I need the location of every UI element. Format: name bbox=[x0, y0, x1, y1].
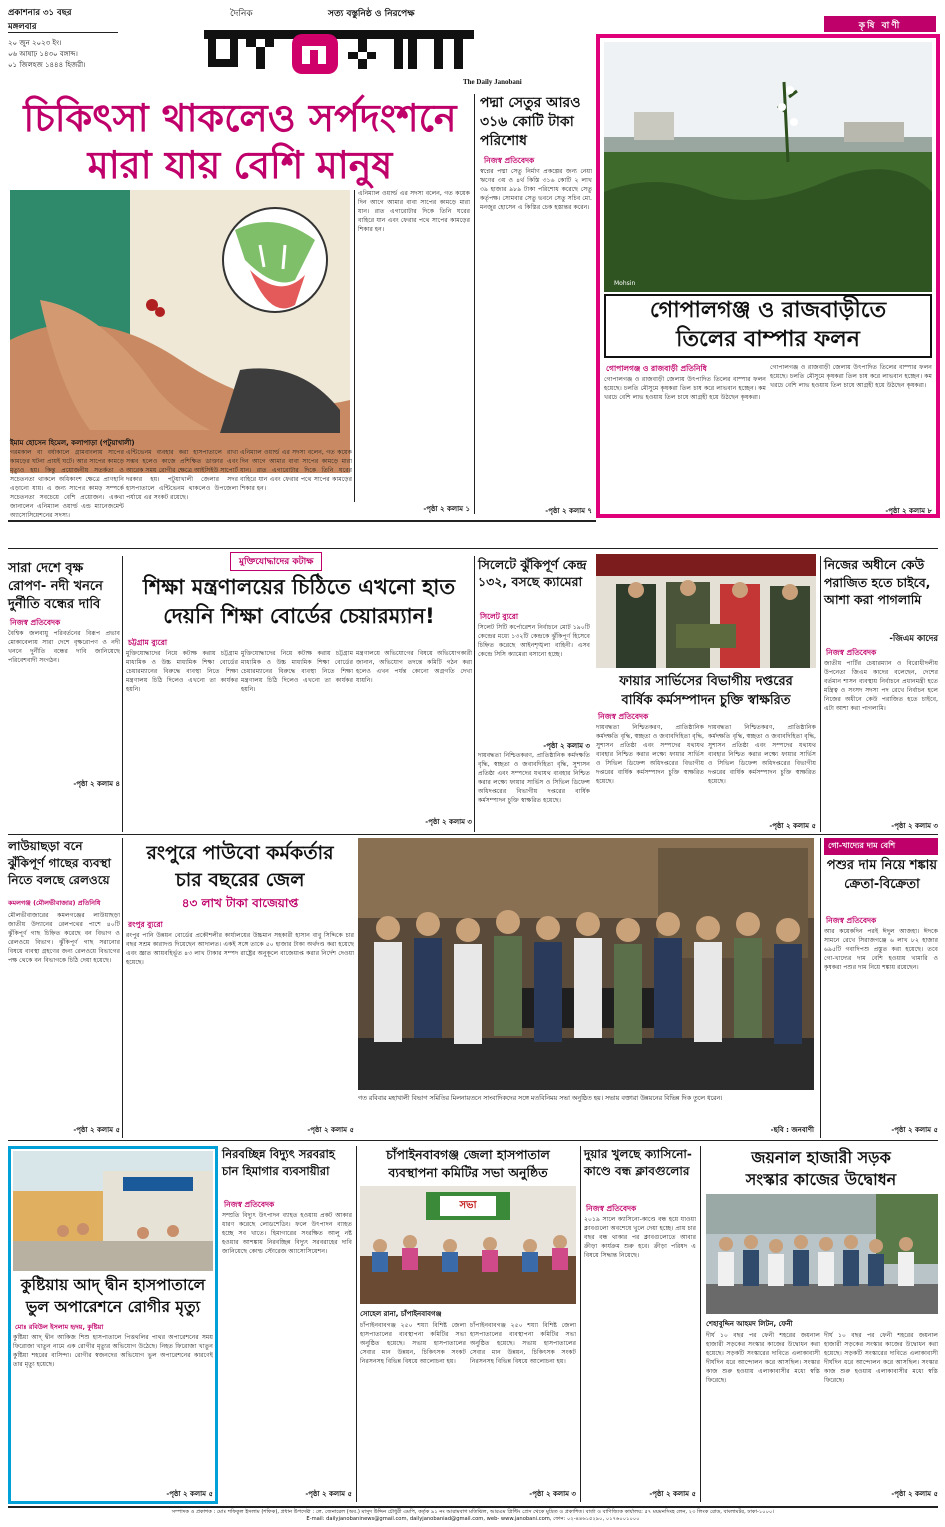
group-photo-credit: -ছবি : জনবাণী bbox=[770, 1126, 814, 1134]
masthead bbox=[8, 6, 598, 86]
lead-body-col-1: গরমকাল বা বর্ষাকালে গ্রামবাংলায় সাপের কামড়ের ঘটনা প্রায়ই ঘটে। আর সাপের কামড়ে মৃত্যুও হয়। কিন্তু প্রয়োজনীয় সতর্কতা ও সচেতনতা থাকলে অধিকাংশ ক্ষেত্রে প্রাণহানি এড়ানো যায়। এ জন্য সাপের কামড় সম্পর্কে সচেতনতা সবচেয়ে বেশি প্রয়োজন। একথা জানালেন এনিম্যাল ওয়ার্ল্ড এন্ড ম্যানেজমেন্ট অ্যাসোসিয়েশনের সদস্য। bbox=[10, 449, 124, 519]
padma-byline: নিজস্ব প্রতিবেদক bbox=[484, 156, 535, 165]
poshu-kicker: গো-খাদ্যের দাম বেশি bbox=[824, 838, 938, 855]
shikkha-body-col-2: মুক্তিযোদ্ধাদের নিয়ে কটাক্ষ করায় চট্টগ্রাম মাধ্যমিক ও উচ্চ মাধ্যমিক শিক্ষা বোর্ডের চেয়ারম্যানের বিরুদ্ধে ব্যবস্থা নিতে শিক্ষা মন্ত্রণালয় চিঠি দিলেও এখনো তা কার্যকর হয়নি। bbox=[241, 650, 353, 693]
fire-headline-line-1: ফায়ার সার্ভিসের বিভাগীয় দপ্তরের bbox=[619, 674, 793, 689]
fire-byline: নিজস্ব প্রতিবেদক bbox=[598, 712, 649, 721]
rangpur-headline-line-2: চার বছরের জেল bbox=[175, 869, 305, 891]
poshu-continued: -পৃষ্ঠা ২ কলাম ৫ bbox=[891, 1126, 938, 1134]
janobani-logo bbox=[198, 16, 488, 80]
joynal-headline bbox=[704, 1146, 938, 1191]
chapai-meeting-photo bbox=[360, 1186, 576, 1304]
lawachara-byline: কমলগঞ্জ (মৌলভীবাজার) প্রতিনিধি bbox=[8, 899, 101, 907]
masthead-tagline: সত্য বস্তুনিষ্ঠ ও নিরপেক্ষ bbox=[328, 9, 415, 19]
group-meeting-photo bbox=[358, 838, 814, 1090]
padma-continued: -পৃষ্ঠা ২ কলাম ৭ bbox=[545, 507, 592, 515]
group-photo-caption: গত রবিবার মহাখালী বিভাগ সমিতির মিলনায়তনে সাংবাদিকদের সঙ্গে মতবিনিময় সভা অনুষ্ঠিত হয়। সভায় বক্তারা উন্নয়নের বিভিন্ন দিক তুলে ধরেন। bbox=[358, 1095, 723, 1102]
date-hijri: ০১ জিলহজ ১৪৪৪ হিজরী। bbox=[8, 61, 86, 69]
lead-body-col-2: এন্টিভেনম ব্যবহার করা হাসপাতালে রাখা সম্ভব হলেও কাজে প্রশিক্ষিত ডাক্তার এবং আরেক সময় রোগীর ক্ষেত্রে আইসিইউ সাপোর্ট দরকার হয়। পটুয়াখালী জেলার সদর হাসপাতালে এন্টিভেনম থাকলেও উপজেলা পর্যায়ে এর সংকট রয়েছে। bbox=[126, 449, 238, 501]
padma-body: স্বপ্নের পদ্মা সেতু নির্মাণ প্রকল্পের জন্য নেয়া ঋণের ৩য় ও ৪র্থ কিস্তি ৩১৬ কোটি ২ লাখ ৩৯ হাজার ৯৮৯ টাকা পরিশোধ করেছে সেতু কর্তৃপক্ষ। সোমবার সেতু ভবনে সেতু সচিব মো. মনজুর হোসেন এ কিস্তির চেক হস্তান্তর করেন। bbox=[480, 168, 592, 211]
kushtia-body: কুষ্টিয়া আদ্ দ্বীন আকিজ শিশু হাসপাতালে পিত্তথলির পাথর অপারেশনের সময় ফিরোজা খাতুন নামে এক রোগীর মৃত্যুর অভিযোগ উঠেছে। নিহত ফিরোজা খাতুন কুষ্টিয়া শহরের বাসিন্দা। রোগীর স্বজনদের অভিযোগ ভুল অপারেশনের কারণেই তার মৃত্যু হয়েছে। bbox=[13, 1334, 213, 1368]
shikkha-body-col-3: মন্ত্রণালয়ে অভিযোগের বিষয়ে অভিযোগকারী জানান, অভিযোগ তদন্তে কমিটি গঠন করা হলেও এখন পর্যন্ত কোনো অগ্রগতি দেখা যায়নি। bbox=[356, 650, 472, 684]
fire-headline-line-2: বার্ষিক কর্মসম্পাদন চুক্তি স্বাক্ষরিত bbox=[621, 693, 791, 708]
fire-continued: -পৃষ্ঠা ২ কলাম ৫ bbox=[769, 822, 816, 830]
fire-service-photo bbox=[596, 554, 816, 668]
joynal-photo-caption: শেহাবুদ্দিন আহমদ লিটন, ফেনী bbox=[706, 1320, 793, 1328]
casino-continued: -পৃষ্ঠা ২ কলাম ৫ bbox=[649, 1490, 696, 1498]
rangpur-headline bbox=[126, 840, 354, 913]
kushtia-headline-line-1: কুষ্টিয়ায় আদ্ দ্বীন হাসপাতালে bbox=[20, 1276, 206, 1294]
padma-headline: পদ্মা সেতুর আরও ৩১৬ কোটি টাকা পরিশোধ bbox=[480, 95, 581, 149]
sesame-field-photo bbox=[604, 42, 932, 292]
poshu-headline: পশুর দাম নিয়ে শঙ্কায় ক্রেতা-বিক্রেতা bbox=[826, 858, 938, 892]
sylhet-continued: -পৃষ্ঠা ২ কলাম ৩ bbox=[543, 742, 590, 750]
rangpur-body: রংপুর পানি উন্নয়ন বোর্ডের প্রকৌশলীর কার্যালয়ের উচ্চমান সহকারী হাসান বাবু সিদ্দিকে চার বছর সশ্রম কারাদণ্ড দিয়েছেন আদালত। একই সঙ্গে তাকে ৫০ হাজার টাকা অর্থদণ্ড করা হয়েছে এবং জ্ঞাত আয়বহির্ভূত ৪৩ লাখ টাকার সম্পদ রাষ্ট্রের অনুকূলে বাজেয়াপ্ত করার নির্দেশ দেওয়া হয়েছে। bbox=[126, 932, 354, 966]
rangpur-byline: রংপুর ব্যুরো bbox=[128, 920, 163, 929]
casino-byline: নিজস্ব প্রতিবেদক bbox=[586, 1204, 637, 1213]
bidyut-headline: নিরবচ্ছিন্ন বিদ্যুৎ সরবরাহ চান হিমাগার ব্যবসায়ীরা bbox=[222, 1147, 335, 1178]
sesame-photo-credit: Mohsin bbox=[614, 280, 636, 287]
sylhet-headline: সিলেটে ঝুঁকিপূর্ণ কেন্দ্র ১৩২, বসছে ক্যামেরা bbox=[478, 557, 587, 589]
masthead-prefix: দৈনিক bbox=[230, 9, 253, 19]
rangpur-subhead: ৪৩ লাখ টাকা বাজেয়াপ্ত bbox=[181, 896, 299, 910]
section-tag-krishi: কৃষি বাণী bbox=[824, 16, 936, 32]
kushtia-hospital-photo bbox=[13, 1151, 213, 1271]
shikkha-headline-line-2: দেয়নি শিক্ষা বোর্ডের চেয়ারম্যান! bbox=[163, 604, 435, 628]
weekday: মঙ্গলবার bbox=[8, 22, 37, 32]
lead-continued: -পৃষ্ঠা ২ কলাম ১ bbox=[423, 505, 470, 513]
bidyut-body: সম্প্রতি বিদ্যুৎ উৎপাদন ব্যাহত হওয়ায় প্রকট আকার ধারণ করেছে লোডশেডিং। ফলে উৎপাদন ব্যাহত হচ্ছে সব খাতে। হিমাগারের সংরক্ষিত আলু নষ্ট হওয়ার আশঙ্কায় নিরবচ্ছিন্ন বিদ্যুৎ সরবরাহের দাবি জানিয়েছে কোল্ড স্টোরেজ অ্যাসোসিয়েশন। bbox=[222, 1212, 352, 1255]
shikkha-byline: চট্টগ্রাম ব্যুরো bbox=[128, 638, 168, 647]
kushtia-headline-line-2: ভুল অপারেশনে রোগীর মৃত্যু bbox=[25, 1298, 201, 1316]
shikkha-body-col-1: মুক্তিযোদ্ধাদের নিয়ে কটাক্ষ করায় চট্টগ্রাম মাধ্যমিক ও উচ্চ মাধ্যমিক শিক্ষা বোর্ডের চেয়ারম্যানের বিরুদ্ধে ব্যবস্থা নিতে শিক্ষা মন্ত্রণালয় চিঠি দিলেও এখনো তা কার্যকর হয়নি। bbox=[126, 650, 238, 693]
kushtia-byline: মোঃ রবিউল ইসলাম হৃদয়, কুষ্টিয়া bbox=[15, 1323, 104, 1331]
lawachara-continued: -পৃষ্ঠা ২ কলাম ৫ bbox=[73, 1126, 120, 1134]
joynal-headline-line-2: সংস্কার কাজের উদ্বোধন bbox=[745, 1170, 897, 1189]
nijer-headline: নিজের অধীনে কেউ পরাজিত হতে চাইবে, আশা করা পাগলামি bbox=[824, 557, 931, 607]
shikkha-headline-line-1: শিক্ষা মন্ত্রণালয়ের চিঠিতে এখনো হাত bbox=[142, 575, 456, 599]
lawachara-body: মৌলভীবাজারের কমলগঞ্জের লাউয়াছড়া জাতীয় উদ্যানের রেলপথের পাশে ৪০টি ঝুঁকিপূর্ণ গাছ চিহ্নিত করেছে বন বিভাগ ও রেলওয়ে বিভাগ। ঝুঁকিপূর্ণ গাছ সরানোর বিষয়ে ব্যবস্থা গ্রহণের জন্য রেলওয়ে বিভাগের পক্ষ থেকে বন বিভাগকে চিঠি দেয়া হয়েছে। bbox=[8, 912, 120, 964]
logo-graphic bbox=[198, 16, 488, 80]
bikkho-body: বৈশ্বিক জলবায়ু পরিবর্তনের বিরূপ প্রভাব মোকাবেলায় সারা দেশে বৃক্ষরোপণ ও নদী খননে দুর্নীতি বন্ধের দাবি জানিয়েছে পরিবেশবাদী সংগঠন। bbox=[8, 630, 120, 664]
bidyut-continued: -পৃষ্ঠা ২ কলাম ৫ bbox=[305, 1490, 352, 1498]
joynal-continued: -পৃষ্ঠা ২ কলাম ৫ bbox=[891, 1490, 938, 1498]
joynal-body-col-1: দীর্ঘ ১০ বছর পর ফেনী শহরের জয়নাল হাজারী সড়কের সংস্কার কাজের উদ্বোধন করা হয়েছে। সড়কটি সংস্কারের দাবিতে এলাকাবাসী দীর্ঘদিন ধরে আন্দোলন করে আসছিল। সংস্কার কাজ শুরু হওয়ায় এলাকাবাসীর মধ্যে স্বস্তি ফিরেছে। bbox=[706, 1332, 820, 1384]
krishi-byline: গোপালগঞ্জ ও রাজবাড়ী প্রতিনিধি bbox=[606, 364, 707, 373]
krishi-continued: -পৃষ্ঠা ২ কলাম ৮ bbox=[885, 507, 932, 515]
chapai-body-col-2: চাঁপাইনবাবগঞ্জ ২৫০ শয্যা বিশিষ্ট জেলা হাসপাতালের ব্যবস্থাপনা কমিটির সভা অনুষ্ঠিত হয়েছে। সভায় হাসপাতালের সেবার মান উন্নয়ন, চিকিৎসক সংকট নিরসনসহ বিভিন্ন বিষয়ে আলোচনা হয়। bbox=[470, 1322, 576, 1365]
krishi-headline-line-2: তিলের বাম্পার ফলন bbox=[676, 327, 860, 352]
fire-headline bbox=[596, 672, 816, 710]
bikkho-byline: নিজস্ব প্রতিবেদক bbox=[10, 618, 61, 627]
kushtia-headline bbox=[13, 1274, 213, 1318]
date-bangla: ০৬ আষাঢ় ১৪৩০ বঙ্গাব্দ। bbox=[8, 50, 78, 58]
casino-headline: দুয়ার খুলছে ক্যাসিনো-কাণ্ডে বন্ধ ক্লাবগুলোর bbox=[584, 1147, 692, 1178]
bidyut-byline: নিজস্ব প্রতিবেদক bbox=[224, 1200, 275, 1209]
bikkho-continued: -পৃষ্ঠা ২ কলাম ৪ bbox=[73, 780, 120, 788]
chapai-headline bbox=[360, 1146, 576, 1182]
shikkha-kicker: মুক্তিযোদ্ধাদের কটাক্ষ bbox=[230, 552, 322, 571]
publication-year: প্রকাশনার ৩১ বছর bbox=[8, 8, 72, 18]
krishi-headline-line-1: গোপালগঞ্জ ও রাজবাড়ীতে bbox=[649, 298, 887, 323]
lawachara-headline: লাউয়াছড়া বনে ঝুঁকিপূর্ণ গাছের ব্যবস্থা নিতে বলছে রেলওয়ে bbox=[8, 839, 111, 887]
kushtia-continued: -পৃষ্ঠা ২ কলাম ৫ bbox=[166, 1490, 213, 1498]
lead-headline-line-2: মারা যায় বেশি মানুষ bbox=[87, 143, 393, 187]
chapai-photo-caption: সোহেল রানা, চাঁপাইনবাবগঞ্জ bbox=[360, 1310, 442, 1318]
footer-imprint bbox=[8, 1509, 938, 1523]
krishi-headline bbox=[604, 294, 932, 358]
logo-english-name: The Daily Janobani bbox=[463, 78, 522, 86]
bikkho-headline: সারা দেশে বৃক্ষ রোপণ- নদী খননে দুর্নীতি বন্ধের দাবি bbox=[8, 561, 103, 612]
lead-headline bbox=[10, 94, 470, 188]
snakebite-illustration bbox=[10, 190, 350, 433]
date-english: ২০ জুন ২০২৩ ইং। bbox=[8, 39, 62, 47]
fire-body-col-3: দায়বদ্ধতা নিশ্চিতকরণ, প্রাতিষ্ঠানিক কর্মদক্ষতি বৃদ্ধি, স্বচ্ছতা ও জবাবদিহিতা বৃদ্ধি, সুশাসন প্রতিষ্ঠা এবং সম্পদের যথাযথ ব্যবহার নিশ্চিত করার লক্ষ্যে ফায়ার সার্ভিস ও সিভিল ডিফেন্স অধিদপ্তরের বিভাগীয় দপ্তরের বার্ষিক কর্মসম্পাদন চুক্তি স্বাক্ষরিত হয়েছে। bbox=[708, 724, 816, 785]
shikkha-continued: -পৃষ্ঠা ২ কলাম ৩ bbox=[425, 818, 472, 826]
fire-body-col-1: দায়বদ্ধতা নিশ্চিতকরণ, প্রাতিষ্ঠানিক কর্মদক্ষতি বৃদ্ধি, স্বচ্ছতা ও জবাবদিহিতা বৃদ্ধি, সুশাসন প্রতিষ্ঠা এবং সম্পদের যথাযথ ব্যবহার নিশ্চিত করার লক্ষ্যে ফায়ার সার্ভিস ও সিভিল ডিফেন্স অধিদপ্তরের বিভাগীয় দপ্তরের বার্ষিক কর্মসম্পাদন চুক্তি স্বাক্ষরিত হয়েছে। bbox=[478, 752, 590, 804]
chapai-banner-text: সভা bbox=[459, 1200, 477, 1211]
sylhet-byline: সিলেট ব্যুরো bbox=[480, 612, 519, 621]
joynal-headline-line-1: জয়নাল হাজারী সড়ক bbox=[751, 1148, 891, 1167]
lead-headline-line-1: চিকিৎসা থাকলেও সর্পদংশনে bbox=[23, 96, 457, 140]
nijer-quote-source: -জিএম কাদের bbox=[889, 634, 938, 644]
joynal-body-col-2: দীর্ঘ ১০ বছর পর ফেনী শহরের জয়নাল হাজারী সড়কের সংস্কার কাজের উদ্বোধন করা হয়েছে। সড়কটি সংস্কারের দাবিতে এলাকাবাসী দীর্ঘদিন ধরে আন্দোলন করে আসছিল। সংস্কার কাজ শুরু হওয়ায় এলাকাবাসীর মধ্যে স্বস্তি ফিরেছে। bbox=[824, 1332, 938, 1384]
lead-photo-caption: ইমাম হোসেন হিমেল, কলাপাড়া (পটুয়াখালী) bbox=[10, 439, 135, 447]
sylhet-body: সিলেট সিটি কর্পোরেশন নির্বাচনে মোট ১৯০টি কেন্দ্রের মধ্যে ১৩২টি কেন্দ্রকে ঝুঁকিপূর্ণ হিসেবে চিহ্নিত করেছে আইনশৃঙ্খলা বাহিনী। এসব কেন্দ্রে সিসি ক্যামেরা বসানো হচ্ছে। bbox=[478, 624, 590, 658]
fire-body-col-2: দায়বদ্ধতা নিশ্চিতকরণ, প্রাতিষ্ঠানিক কর্মদক্ষতি বৃদ্ধি, স্বচ্ছতা ও জবাবদিহিতা বৃদ্ধি, সুশাসন প্রতিষ্ঠা এবং সম্পদের যথাযথ ব্যবহার নিশ্চিত করার লক্ষ্যে ফায়ার সার্ভিস ও সিভিল ডিফেন্স অধিদপ্তরের বিভাগীয় দপ্তরের বার্ষিক কর্মসম্পাদন চুক্তি স্বাক্ষরিত হয়েছে। bbox=[596, 724, 704, 785]
rangpur-headline-line-1: রংপুরে পাউবো কর্মকর্তার bbox=[146, 842, 334, 864]
chapai-continued: -পৃষ্ঠা ২ কলাম ৩ bbox=[529, 1490, 576, 1498]
nijer-byline: নিজস্ব প্রতিবেদক bbox=[826, 648, 877, 657]
footer-contact-line: E-mail: dailyjanobaninews@gmail.com, dailyjanobaniad@gmail.com, web- www.janobani.com, ফোন: ০২-৪৪৬১৫২৯০, ০১৭৬০০১০০০ bbox=[306, 1515, 640, 1522]
chapai-headline-line-1: চাঁপাইনবাবগঞ্জ জেলা হাসপাতাল bbox=[386, 1147, 550, 1162]
chapai-body-col-1: চাঁপাইনবাবগঞ্জ ২৫০ শয্যা বিশিষ্ট জেলা হাসপাতালের ব্যবস্থাপনা কমিটির সভা অনুষ্ঠিত হয়েছে। সভায় হাসপাতালের সেবার মান উন্নয়ন, চিকিৎসক সংকট নিরসনসহ বিভিন্ন বিষয়ে আলোচনা হয়। bbox=[360, 1322, 466, 1365]
poshu-byline: নিজস্ব প্রতিবেদক bbox=[826, 916, 877, 925]
casino-body: ২০১৯ সালে ক্যাসিনো-কাণ্ডে বন্ধ হয়ে যাওয়া ক্লাবগুলো অবশেষে খুলে দেয়া হচ্ছে। প্রায় চার বছর বন্ধ থাকার পর ক্লাবগুলোতে আবার ক্রীড়া কার্যক্রম শুরু হবে। ক্রীড়া পরিষদ এ বিষয়ে সিদ্ধান্ত নিয়েছে। bbox=[584, 1216, 696, 1259]
poshu-body: আর কয়েকদিন পরই ঈদুল আজহা। ঈদকে সামনে রেখে সিরাজগঞ্জে ৬ লাখ ৮২ হাজার ৬৯৫টি গবাদিপশু প্রস্তুত করা হয়েছে। তবে গো-খাদ্যের দাম বেশি হওয়ায় খামারি ও কৃষকরা পশুর দাম নিয়ে শঙ্কায় রয়েছেন। bbox=[824, 928, 938, 971]
krishi-body-col-1: গোপালগঞ্জ ও রাজবাড়ী জেলায় উৎপাদিত তিলের বাম্পার ফলন হয়েছে। চলতি মৌসুমে কৃষকরা তিল চাষ করে লাভবান হচ্ছেন। কম খরচে বেশি লাভ হওয়ায় তিল চাষে আগ্রহী হয়ে উঠছেন কৃষকরা। bbox=[604, 376, 766, 401]
lead-body-col-3: এনিম্যাল ওয়ার্ল্ড এর সদস্য বলেন, গত কয়েক দিন আগে আমার বাবা সাপের কামড়ে মারা যান। রাত এগারোটার দিকে তিনি ঘরের বাহিরে যান এবং ফেরার পথে সাপের কামড়ের শিকার হন। bbox=[358, 190, 470, 233]
nijer-body: জাতীয় পার্টির চেয়ারম্যান ও বিরোধীদলীয় উপনেতা জিএম কাদের বলেছেন, দেশের বর্তমান শাসন ব্যবস্থায় নির্বাচনে প্রধানমন্ত্রী হতে মন্ত্রিত্ব ও সংসদ সদস্য পদ রেখে নির্বাচন হলে নিজের অধীনে কেউ পরাজিত হতে চাইবে, এটা আশা করা পাগলামি। bbox=[824, 660, 938, 712]
krishi-body-col-2: গোপালগঞ্জ ও রাজবাড়ী জেলায় উৎপাদিত তিলের বাম্পার ফলন হয়েছে। চলতি মৌসুমে কৃষকরা তিল চাষ করে লাভবান হচ্ছেন। কম খরচে বেশি লাভ হওয়ায় তিল চাষে আগ্রহী হয়ে উঠছেন কৃষকরা। bbox=[770, 364, 932, 389]
nijer-continued: -পৃষ্ঠা ২ কলাম ৩ bbox=[891, 822, 938, 830]
joynal-road-photo bbox=[706, 1194, 938, 1314]
footer-publisher-line: সম্পাদক ও প্রকাশক : মোঃ শফিকুল ইসলাম (শফিক), প্রধান উপদেষ্টা : লে. জেনারেল (অব.) মাসুদ উদ্দিন চৌধুরী এমপি, কর্তৃক ৯১ নং আরামবাগ মতিঝিল, আরএম প্রিন্টিং প্রেস থেকে মুদ্রিত ও প্রকাশিত। বার্তা ও বাণিজ্যিক কার্যালয়: ৫৭ ময়মনসিংহ লেন, ২৩ লিংক রোড, বাংলামটর, ঢাকা-১০০০। bbox=[171, 1509, 775, 1515]
lead-body-col-2b: এনিম্যাল ওয়ার্ল্ড এর সদস্য বলেন, গত কয়েক দিন আগে আমার বাবা সাপের কামড়ে মারা যান। রাত এগারোটার দিকে তিনি ঘরের বাহিরে যান এবং ফেরার পথে সাপের কামড়ের শিকার হন। bbox=[240, 449, 352, 492]
shikkha-headline bbox=[126, 572, 472, 630]
rangpur-continued: -পৃষ্ঠা ২ কলাম ৫ bbox=[307, 1126, 354, 1134]
chapai-headline-line-2: ব্যবস্থাপনা কমিটির সভা অনুষ্ঠিত bbox=[388, 1165, 548, 1180]
